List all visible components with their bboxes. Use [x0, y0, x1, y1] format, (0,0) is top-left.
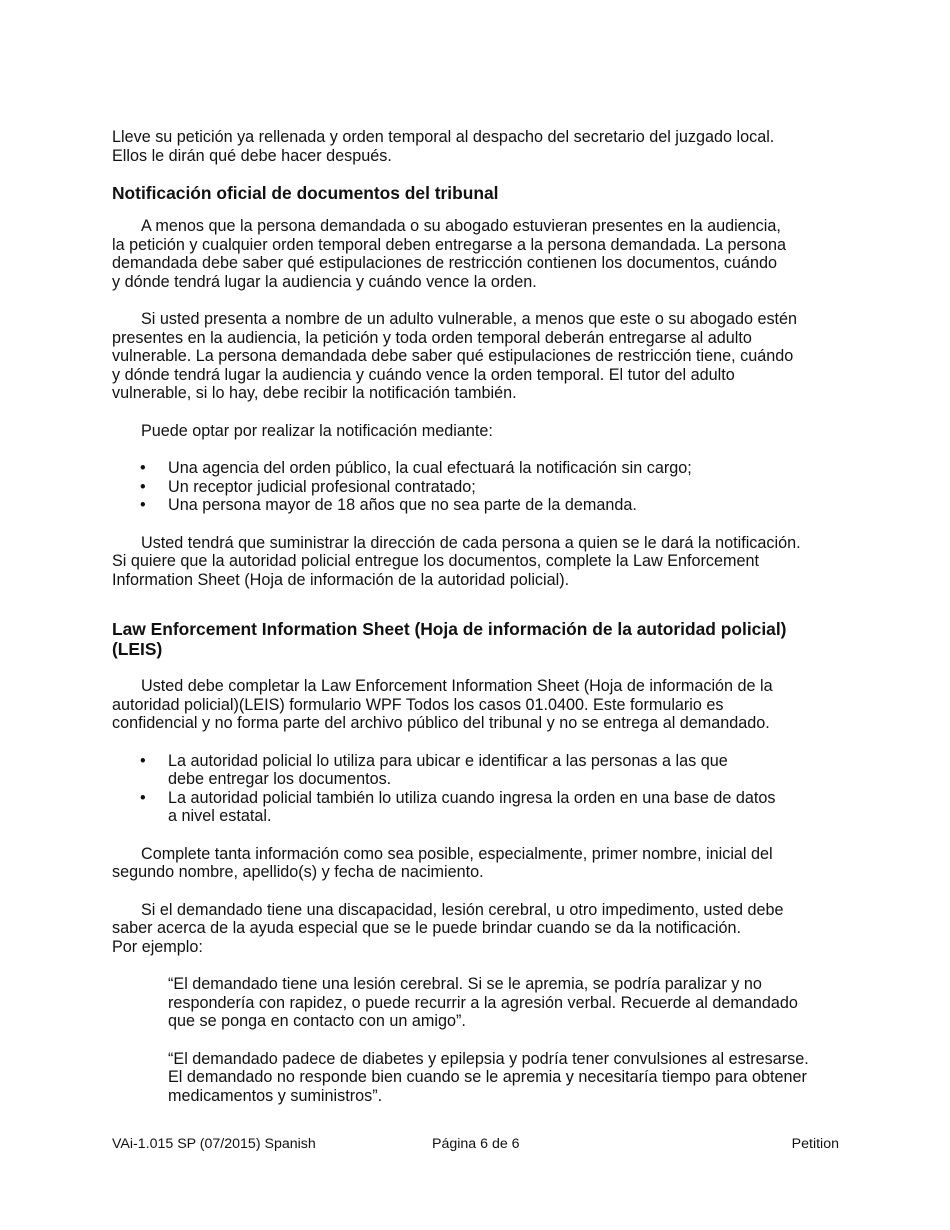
- intro-paragraph: Lleve su petición ya rellenada y orden temporal al despacho del secretario del juzgado local. Ellos le dirán qué debe hacer después.: [112, 128, 775, 165]
- leis-paragraph-1: Usted debe completar la Law Enforcement Information Sheet (Hoja de información de la autoridad policial)(LEIS) formulario WPF Todos los casos 01.0400. Este formulario es confidencial y no forma parte del archivo público del tribunal y no se entrega al demandado.: [112, 677, 773, 732]
- page-footer: [112, 1135, 839, 1153]
- list-item: [112, 496, 847, 515]
- section-heading-leis: Law Enforcement Information Sheet (Hoja de información de la autoridad policial) (LEIS): [112, 619, 787, 659]
- footer-form-id: VAi-1.015 SP (07/2015) Spanish: [112, 1136, 316, 1152]
- footer-document-type: Petition: [791, 1136, 839, 1152]
- service-options-list: [112, 459, 847, 515]
- bullet-glyph: •: [140, 459, 146, 477]
- list-item: [112, 478, 847, 497]
- list-item: [112, 459, 847, 478]
- footer-page-number: Página 6 de 6: [432, 1136, 520, 1152]
- example-quote-2: “El demandado padece de diabetes y epilepsia y podría tener convulsiones al estresarse. El demandado no responde bien cuando se le apremia y necesitaría tiempo para obtener medicamentos y suministros”.: [168, 1049, 809, 1105]
- notification-paragraph-2: Si usted presenta a nombre de un adulto vulnerable, a menos que este o su abogado estén presentes en la audiencia, la petición y toda orden temporal deberán entregarse al adulto vulnerable. La persona demandada debe saber qué estipulaciones de restricción tiene, cuándo y dónde tendrá lugar la audiencia y cuándo vence la orden temporal. El tutor del adulto vulnerable, si lo hay, debe recibir la notificación también.: [112, 310, 798, 402]
- bullet-glyph: •: [140, 496, 146, 514]
- notification-paragraph-3: Puede optar por realizar la notificación mediante:: [141, 421, 493, 440]
- leis-uses-list: [112, 752, 847, 826]
- list-item: [112, 789, 847, 826]
- example-quote-1: “El demandado tiene una lesión cerebral. Si se le apremia, se podría paralizar y no respondería con rapidez, o puede recurrir a la agresión verbal. Recuerde al demandado que se ponga en contacto con un amigo”.: [168, 975, 798, 1030]
- list-item: [112, 752, 847, 789]
- list-item-text: Una agencia del orden público, la cual efectuará la notificación sin cargo;: [168, 459, 692, 477]
- list-item-text: Una persona mayor de 18 años que no sea parte de la demanda.: [168, 496, 637, 514]
- document-body: [112, 128, 847, 1105]
- leis-paragraph-2: Complete tanta información como sea posible, especialmente, primer nombre, inicial del segundo nombre, apellido(s) y fecha de nacimiento.: [112, 844, 773, 881]
- list-item-text: La autoridad policial también lo utiliza cuando ingresa la orden en una base de datos a nivel estatal.: [168, 788, 776, 825]
- leis-paragraph-3: Si el demandado tiene una discapacidad, lesión cerebral, u otro impedimento, usted debe saber acerca de la ayuda especial que se le puede brindar cuando se da la notificación. Por ejemplo:: [112, 900, 784, 956]
- section-heading-notification: Notificación oficial de documentos del tribunal: [112, 183, 499, 203]
- list-item-text: La autoridad policial lo utiliza para ubicar e identificar a las personas a las que debe entregar los documentos.: [168, 751, 728, 788]
- bullet-glyph: •: [140, 788, 146, 807]
- list-item-text: Un receptor judicial profesional contratado;: [168, 477, 476, 496]
- bullet-glyph: •: [140, 751, 146, 770]
- bullet-glyph: •: [140, 477, 146, 496]
- notification-paragraph-1: A menos que la persona demandada o su abogado estuvieran presentes en la audiencia, la petición y cualquier orden temporal deben entregarse a la persona demandada. La persona demandada debe saber qué estipulaciones de restricción contienen los documentos, cuándo y dónde tendrá lugar la audiencia y cuándo vence la orden.: [112, 217, 787, 291]
- notification-paragraph-4: Usted tendrá que suministrar la dirección de cada persona a quien se le dará la notificación. Si quiere que la autoridad policial entregue los documentos, complete la Law Enforcement Information Sheet (Hoja de información de la autoridad policial).: [112, 533, 801, 589]
